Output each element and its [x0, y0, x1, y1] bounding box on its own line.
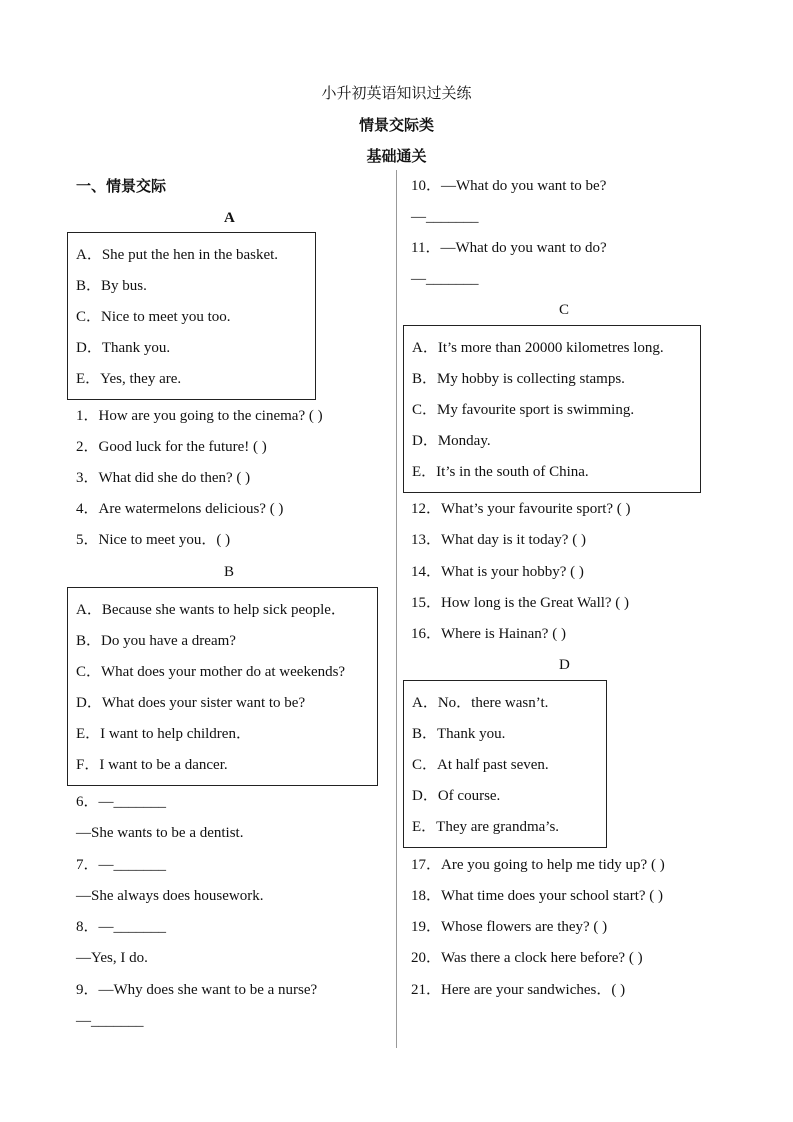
question-item: 16．Where is Hainan? ( ): [411, 626, 566, 642]
question-item: 17．Are you going to help me tidy up? ( ): [411, 857, 665, 873]
group-c-options-box: [403, 325, 701, 493]
dialogue-line: 6．—_______: [76, 794, 167, 810]
dialogue-line: 8．—_______: [76, 919, 167, 935]
option-item: F．I want to be a dancer.: [76, 757, 228, 773]
document-title: 小升初英语知识过关练: [321, 84, 472, 102]
option-item: C．At half past seven.: [412, 757, 549, 773]
group-d-label: D: [559, 657, 570, 673]
dialogue-line: —_______: [411, 209, 479, 225]
option-item: D．Monday.: [412, 433, 491, 449]
group-b-label: B: [224, 564, 235, 580]
question-item: 21．Here are your sandwiches．( ): [411, 982, 626, 998]
question-item: 13．What day is it today? ( ): [411, 532, 586, 548]
option-item: B．My hobby is collecting stamps.: [412, 371, 625, 387]
option-item: C．My favourite sport is swimming.: [412, 402, 635, 418]
option-item: E．Yes, they are.: [76, 371, 182, 387]
option-item: A．Because she wants to help sick people．: [76, 602, 346, 618]
option-item: E．It’s in the south of China.: [412, 464, 589, 480]
column-divider: [396, 170, 397, 1048]
dialogue-line: —She wants to be a dentist.: [76, 825, 244, 841]
question-item: 18．What time does your school start? ( ): [411, 888, 664, 904]
question-item: 19．Whose flowers are they? ( ): [411, 919, 608, 935]
section-heading: 一、情景交际: [76, 177, 167, 195]
group-c-label: C: [559, 302, 570, 318]
question-item: 2．Good luck for the future! ( ): [76, 439, 267, 455]
question-item: 4．Are watermelons delicious? ( ): [76, 501, 284, 517]
question-item: 20．Was there a clock here before? ( ): [411, 950, 643, 966]
dialogue-line: 9．—Why does she want to be a nurse?: [76, 982, 318, 998]
option-item: A．No．there wasn’t.: [412, 695, 549, 711]
option-item: C．What does your mother do at weekends?: [76, 664, 346, 680]
option-item: D．Thank you.: [76, 340, 171, 356]
dialogue-line: 7．—_______: [76, 857, 167, 873]
option-item: C．Nice to meet you too.: [76, 309, 231, 325]
option-item: B．Thank you.: [412, 726, 506, 742]
option-item: D．What does your sister want to be?: [76, 695, 306, 711]
group-a-label: A: [224, 210, 235, 226]
question-item: 14．What is your hobby? ( ): [411, 564, 584, 580]
question-item: 3．What did she do then? ( ): [76, 470, 251, 486]
document-subtitle: 情景交际类: [358, 116, 434, 134]
option-item: E．They are grandma’s.: [412, 819, 560, 835]
dialogue-line: 11．—What do you want to do?: [411, 240, 607, 256]
dialogue-line: —_______: [411, 271, 479, 287]
option-item: B．By bus.: [76, 278, 147, 294]
group-a-options-box: [67, 232, 316, 400]
option-item: E．I want to help children．: [76, 726, 251, 742]
option-item: D．Of course.: [412, 788, 501, 804]
dialogue-line: —_______: [76, 1013, 144, 1029]
group-d-options-box: [403, 680, 607, 848]
question-item: 5．Nice to meet you．( ): [76, 532, 231, 548]
question-item: 12．What’s your favourite sport? ( ): [411, 501, 631, 517]
question-item: 15．How long is the Great Wall? ( ): [411, 595, 630, 611]
dialogue-line: —Yes, I do.: [76, 950, 148, 966]
option-item: B．Do you have a dream?: [76, 633, 236, 649]
dialogue-line: —She always does housework.: [76, 888, 264, 904]
option-item: A．She put the hen in the basket.: [76, 247, 279, 263]
option-item: A．It’s more than 20000 kilometres long.: [412, 340, 664, 356]
document-level: 基础通关: [366, 147, 427, 165]
question-item: 1．How are you going to the cinema? ( ): [76, 408, 323, 424]
group-b-options-box: [67, 587, 378, 786]
dialogue-line: 10．—What do you want to be?: [411, 178, 607, 194]
